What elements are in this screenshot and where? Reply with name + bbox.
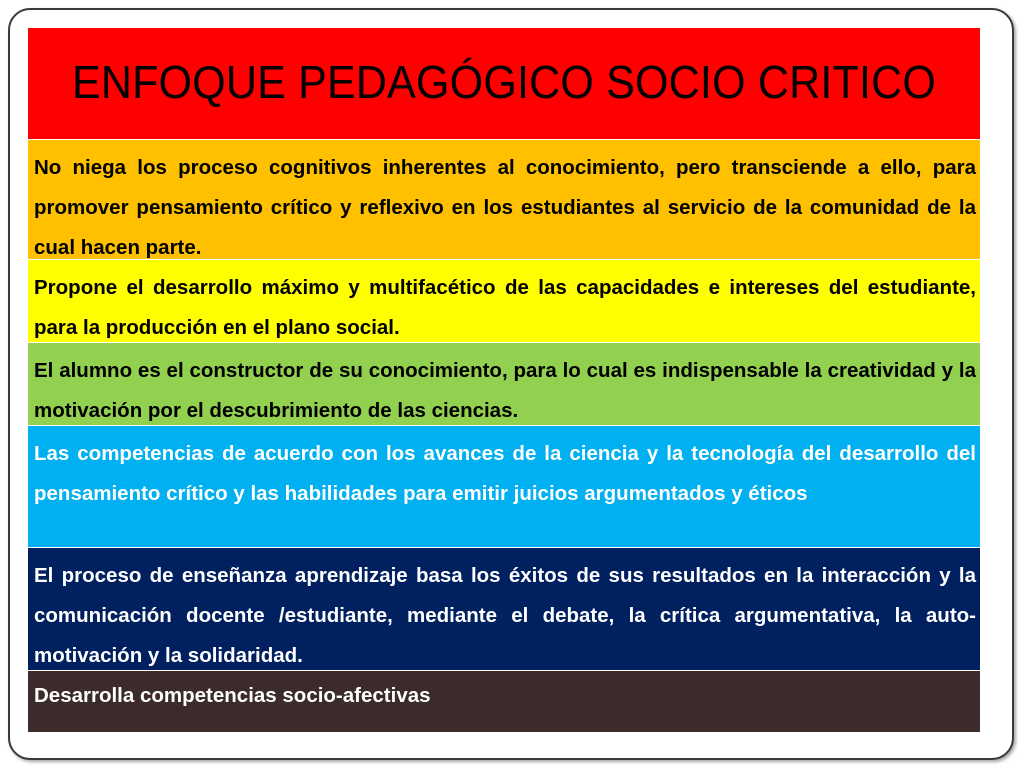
slide-title: ENFOQUE PEDAGÓGICO SOCIO CRITICO xyxy=(71,57,937,109)
title-row xyxy=(28,28,980,140)
content-table xyxy=(28,28,980,733)
table-row-6: Desarrolla competencias socio-afectivas xyxy=(28,671,980,733)
table-row-4: Las competencias de acuerdo con los avances de la ciencia y la tecnología del desarrollo del pensamiento crítico y las habilidades para emitir juicios argumentados y éticos xyxy=(28,426,980,548)
table-row-1: No niega los proceso cognitivos inherentes al conocimiento, pero transciende a ello, para promover pensamiento crítico y reflexivo en los estudiantes al servicio de la comunidad de la cual hacen parte. xyxy=(28,140,980,260)
table-row-3: El alumno es el constructor de su conocimiento, para lo cual es indispensable la creatividad y la motivación por el descubrimiento de las ciencias. xyxy=(28,343,980,426)
table-row-5: El proceso de enseñanza aprendizaje basa los éxitos de sus resultados en la interacción y la comunicación docente /estudiante, mediante el debate, la crítica argumentativa, la auto-motivación y la solidaridad. xyxy=(28,548,980,671)
table-row-2: Propone el desarrollo máximo y multifacético de las capacidades e intereses del estudiante, para la producción en el plano social. xyxy=(28,260,980,343)
